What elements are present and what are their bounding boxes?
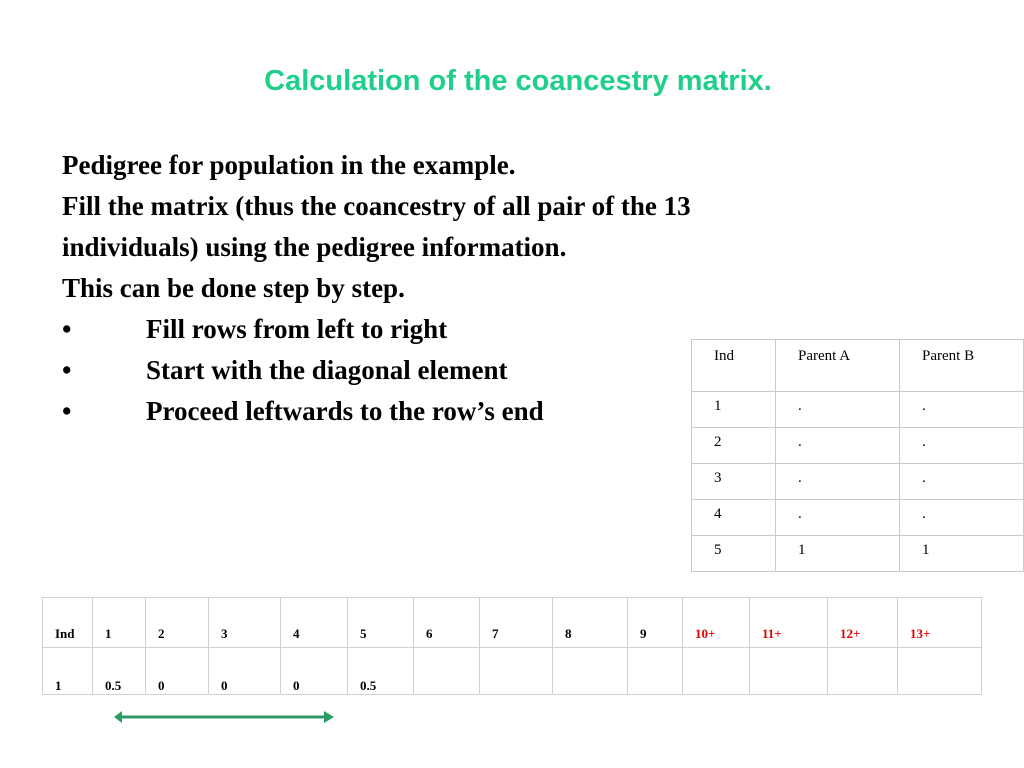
matrix-header-cell: 6 (414, 598, 480, 648)
coancestry-matrix-table (42, 597, 982, 695)
matrix-header-cell: Ind (43, 598, 93, 648)
bullet-dot-2: • (62, 355, 72, 385)
matrix-header-cell: 4 (281, 598, 348, 648)
text-line-1: Pedigree for population in the example. (62, 150, 516, 180)
matrix-cell (553, 648, 628, 695)
matrix-cell (750, 648, 828, 695)
bullet-dot-3: • (62, 396, 72, 426)
pedigree-header-parent-b: Parent B (900, 340, 1024, 392)
text-line-3: individuals) using the pedigree information. (62, 232, 567, 262)
matrix-header-cell: 1 (93, 598, 146, 648)
matrix-cell (628, 648, 683, 695)
matrix-cell (414, 648, 480, 695)
matrix-cell: 0 (281, 648, 348, 695)
pedigree-cell: . (900, 428, 1024, 464)
matrix-cell: 0 (209, 648, 281, 695)
pedigree-cell: 4 (692, 500, 776, 536)
matrix-cell: 0.5 (93, 648, 146, 695)
matrix-cell (898, 648, 982, 695)
pedigree-row (692, 500, 1024, 536)
bullet-text-3: Proceed leftwards to the row’s end (146, 396, 544, 426)
text-line-4: This can be done step by step. (62, 273, 405, 303)
pedigree-header-row (692, 340, 1024, 392)
pedigree-cell: 2 (692, 428, 776, 464)
pedigree-cell: 5 (692, 536, 776, 572)
pedigree-cell: . (900, 464, 1024, 500)
matrix-header-cell-highlight: 13+ (898, 598, 982, 648)
slide-title: Calculation of the coancestry matrix. (264, 65, 772, 97)
matrix-header-row (43, 598, 982, 648)
matrix-cell: 0.5 (348, 648, 414, 695)
pedigree-cell: . (900, 392, 1024, 428)
bullet-dot-1: • (62, 314, 72, 344)
matrix-header-cell: 3 (209, 598, 281, 648)
pedigree-header-ind: Ind (692, 340, 776, 392)
pedigree-row (692, 392, 1024, 428)
pedigree-row (692, 536, 1024, 572)
matrix-header-cell: 8 (553, 598, 628, 648)
pedigree-table (691, 339, 1024, 572)
bullet-item-1 (62, 309, 447, 350)
bullet-item-2 (62, 350, 507, 391)
matrix-row-1 (43, 648, 982, 695)
matrix-header-cell: 5 (348, 598, 414, 648)
matrix-cell: 1 (43, 648, 93, 695)
matrix-cell (683, 648, 750, 695)
pedigree-row (692, 464, 1024, 500)
pedigree-cell: 1 (776, 536, 900, 572)
matrix-cell (480, 648, 553, 695)
matrix-header-cell-highlight: 12+ (828, 598, 898, 648)
bullet-text-2: Start with the diagonal element (146, 355, 508, 385)
matrix-header-cell: 2 (146, 598, 209, 648)
matrix-cell: 0 (146, 648, 209, 695)
pedigree-cell: 1 (692, 392, 776, 428)
matrix-header-cell-highlight: 10+ (683, 598, 750, 648)
pedigree-header-parent-a: Parent A (776, 340, 900, 392)
pedigree-row (692, 428, 1024, 464)
pedigree-cell: . (776, 464, 900, 500)
pedigree-cell: . (776, 428, 900, 464)
bullet-item-3 (62, 391, 544, 432)
matrix-header-cell: 9 (628, 598, 683, 648)
pedigree-cell: 3 (692, 464, 776, 500)
text-line-2: Fill the matrix (thus the coancestry of all pair of the 13 (62, 191, 691, 221)
double-arrow-icon (112, 706, 336, 728)
bullet-text-1: Fill rows from left to right (146, 314, 448, 344)
matrix-header-cell: 7 (480, 598, 553, 648)
matrix-header-cell-highlight: 11+ (750, 598, 828, 648)
pedigree-cell: 1 (900, 536, 1024, 572)
pedigree-cell: . (776, 392, 900, 428)
pedigree-cell: . (900, 500, 1024, 536)
pedigree-cell: . (776, 500, 900, 536)
intro-text (62, 145, 902, 309)
matrix-cell (828, 648, 898, 695)
